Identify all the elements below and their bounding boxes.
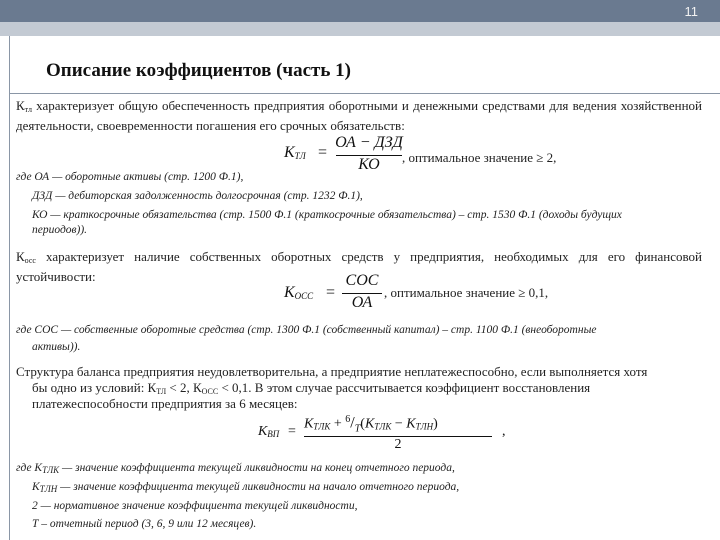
ktl-formula-lhs-sub: ТЛ bbox=[294, 151, 306, 161]
kvp-slash: / bbox=[350, 414, 355, 432]
left-rule bbox=[9, 36, 10, 540]
ktl-formula-denominator: КО bbox=[358, 156, 380, 173]
koss-text: характеризует наличие собственных оборотных средств у предприятия, необходимых для его финансовой устойчивости: bbox=[16, 249, 702, 284]
kvp-formula-eq: = bbox=[288, 424, 296, 439]
kvp-line-1: Структура баланса предприятия неудовлетворительна, а предприятие неплатежеспособно, если выполняется хотя bbox=[16, 364, 648, 379]
koss-formula-eq: = bbox=[326, 284, 336, 301]
kvp-line-2-head: бы одно из условий: К bbox=[32, 380, 157, 395]
koss-where-0: где СОС — собственные оборотные средства (стр. 1300 Ф.1 (собственный капитал) – стр. 1100 Ф.1 (внеоборотные bbox=[16, 324, 597, 336]
top-bar bbox=[0, 0, 720, 22]
ktl-symbol: К bbox=[16, 98, 25, 113]
koss-formula-denominator: ОА bbox=[351, 294, 373, 311]
kvp-formula-denominator: 2 bbox=[394, 437, 402, 452]
kvp-where-0: где К bbox=[16, 462, 43, 474]
ktl-where-0: где ОА — оборотные активы (стр. 1200 Ф.1), bbox=[16, 171, 244, 183]
ktl-where-2: КО — краткосрочные обязательства (стр. 1500 Ф.1 (краткосрочные обязательства) – стр. 1530 Ф.1 (доходы будущих bbox=[32, 209, 622, 221]
kvp-where-6: 2 — нормативное значение коэффициента текущей ликвидности, bbox=[32, 500, 358, 512]
kvp-where-2: — значение коэффициента текущей ликвидности на конец отчетного периода, bbox=[59, 462, 455, 474]
ktl-formula-lhs: К bbox=[284, 144, 295, 161]
kvp-formula-comma: , bbox=[502, 424, 506, 439]
kvp-part2-sub: ТЛК bbox=[374, 421, 392, 432]
kvp-paren-open: ( bbox=[360, 416, 365, 432]
ktl-text: характеризует общую обеспеченность предприятия оборотными и денежными средствами для ведения хозяйственной деятельности, своевременности погашения его срочных обязательств: bbox=[16, 98, 702, 133]
kvp-cond2-sub: ОСС bbox=[201, 387, 219, 396]
ktl-where-3: периодов)). bbox=[32, 224, 88, 236]
kvp-formula-lhs-sub: ВП bbox=[267, 429, 280, 439]
ktl-formula-eq: = bbox=[318, 144, 328, 161]
kvp-part2: К bbox=[364, 416, 375, 432]
kvp-where-3: К bbox=[32, 481, 40, 493]
koss-optimal: , оптимальное значение ≥ 0,1, bbox=[384, 285, 549, 300]
kvp-where-1: ТЛК bbox=[42, 465, 60, 475]
title-rule bbox=[9, 93, 720, 94]
kvp-formula bbox=[258, 412, 518, 456]
koss-where-1: активы)). bbox=[32, 341, 81, 353]
koss-formula bbox=[284, 272, 384, 314]
koss-symbol: К bbox=[16, 249, 25, 264]
kvp-part3: К bbox=[406, 416, 416, 432]
koss-formula-lhs-sub: ОСС bbox=[294, 291, 314, 301]
kvp-line-3: платежеспособности предприятия за 6 месяцев: bbox=[32, 396, 298, 411]
kvp-minus: − bbox=[394, 416, 403, 432]
kvp-t: T bbox=[354, 423, 361, 435]
ktl-symbol-sub: тл bbox=[24, 105, 32, 114]
kvp-formula-lhs: К bbox=[258, 424, 268, 439]
kvp-part3-sub: ТЛН bbox=[415, 421, 434, 432]
slide-title: Описание коэффициентов (часть 1) bbox=[46, 60, 352, 81]
ktl-formula bbox=[284, 134, 414, 176]
koss-formula-lhs: К bbox=[284, 284, 295, 301]
kvp-where-4: ТЛН bbox=[39, 484, 58, 494]
kvp-part1: К bbox=[304, 416, 314, 432]
kvp-paren-close: ) bbox=[433, 416, 438, 432]
ktl-description bbox=[16, 98, 702, 133]
kvp-where-7: Т – отчетный период (3, 6, 9 или 12 месяцев). bbox=[32, 518, 257, 530]
kvp-formula-numerator bbox=[304, 414, 438, 434]
kvp-six: 6 bbox=[345, 414, 351, 425]
ktl-where-1: ДЗД — дебиторская задолженность долгосрочная (стр. 1232 Ф.1), bbox=[32, 190, 363, 202]
kvp-part1-sub: ТЛК bbox=[313, 421, 331, 432]
kvp-where-line-2 bbox=[32, 480, 459, 497]
kvp-plus: + bbox=[333, 416, 342, 432]
page-number: 11 bbox=[684, 4, 698, 19]
koss-formula-numerator: СОС bbox=[345, 272, 379, 289]
ktl-optimal: , оптимальное значение ≥ 2, bbox=[402, 150, 557, 165]
kvp-cond2-tail: < 0,1. В этом случае рассчитывается коэффициент восстановления bbox=[218, 380, 591, 395]
top-band bbox=[0, 22, 720, 36]
koss-symbol-sub: осс bbox=[24, 256, 36, 265]
kvp-where-5: — значение коэффициента текущей ликвидности на начало отчетного периода, bbox=[57, 481, 460, 493]
kvp-where-line-1 bbox=[16, 461, 455, 478]
kvp-cond1-tail: < 2, К bbox=[166, 380, 202, 395]
kvp-cond1-sub: ТЛ bbox=[156, 387, 167, 396]
ktl-formula-numerator: ОА − ДЗД bbox=[335, 134, 403, 151]
